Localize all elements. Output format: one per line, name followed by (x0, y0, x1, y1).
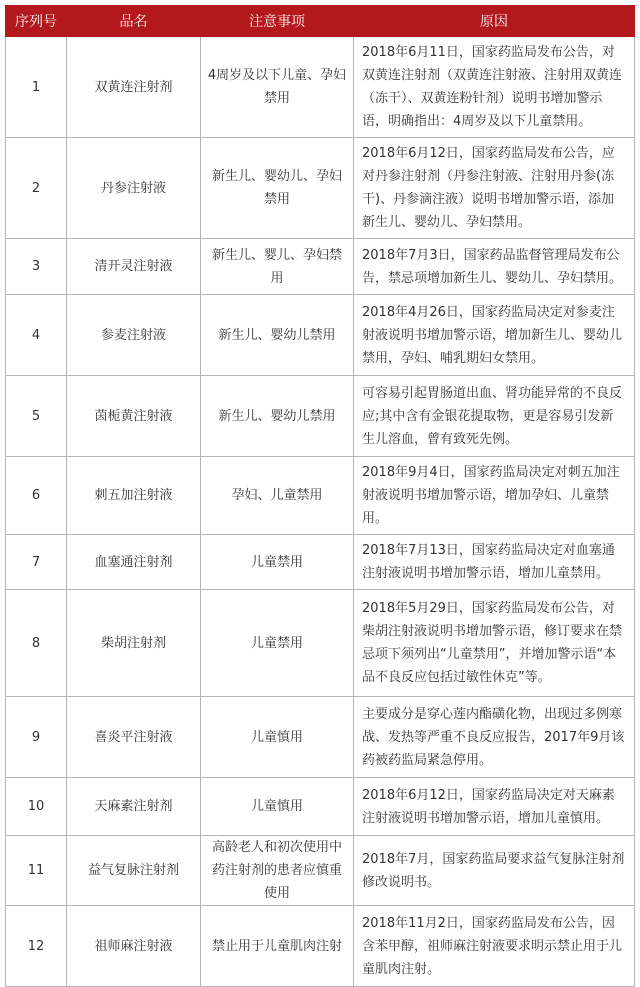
row-index: 12 (6, 906, 67, 987)
header-reason: 原因 (354, 6, 635, 37)
row-index: 9 (6, 697, 67, 778)
row-drug-name: 丹参注射液 (67, 138, 201, 239)
row-notes: 新生儿、婴儿、孕妇禁用 (201, 239, 354, 295)
row-reason: 2018年6月12日，国家药监局发布公告，应对丹参注射剂（丹参注射液、注射用丹参(冻干)、丹参滴注液）说明书增加警示语，添加新生儿、婴幼儿、孕妇禁用。 (354, 138, 635, 239)
row-reason: 2018年9月4日，国家药监局决定对刺五加注射液说明书增加警示语，增加孕妇、儿童禁用。 (354, 457, 635, 535)
row-reason: 2018年6月12日，国家药监局决定对天麻素注射液说明书增加警示语，增加儿童慎用。 (354, 778, 635, 836)
row-notes: 儿童慎用 (201, 778, 354, 836)
row-notes: 4周岁及以下儿童、孕妇禁用 (201, 37, 354, 138)
table-row (6, 697, 635, 778)
row-notes: 新生儿、婴幼儿禁用 (201, 376, 354, 457)
drug-warning-table (5, 5, 635, 987)
row-drug-name: 血塞通注射剂 (67, 535, 201, 590)
row-index: 11 (6, 836, 67, 906)
row-notes: 儿童慎用 (201, 697, 354, 778)
table-row (6, 138, 635, 239)
row-drug-name: 益气复脉注射剂 (67, 836, 201, 906)
row-index: 7 (6, 535, 67, 590)
table-row (6, 457, 635, 535)
row-drug-name: 参麦注射液 (67, 295, 201, 376)
row-reason: 2018年6月11日，国家药监局发布公告，对双黄连注射剂（双黄连注射液、注射用双黄连（冻干）、双黄连粉针剂）说明书增加警示语，明确指出：4周岁及以下儿童禁用。 (354, 37, 635, 138)
table-row (6, 535, 635, 590)
row-index: 5 (6, 376, 67, 457)
header-index: 序列号 (6, 6, 67, 37)
row-reason: 2018年4月26日，国家药监局决定对参麦注射液说明书增加警示语，增加新生儿、婴幼儿禁用，孕妇、哺乳期妇女禁用。 (354, 295, 635, 376)
header-name: 品名 (67, 6, 201, 37)
row-notes: 儿童禁用 (201, 535, 354, 590)
row-index: 8 (6, 590, 67, 697)
row-drug-name: 清开灵注射液 (67, 239, 201, 295)
row-drug-name: 柴胡注射剂 (67, 590, 201, 697)
row-drug-name: 茵栀黄注射液 (67, 376, 201, 457)
drug-warning-table-container (5, 5, 634, 987)
row-notes: 高龄老人和初次使用中药注射剂的患者应慎重使用 (201, 836, 354, 906)
header-notes: 注意事项 (201, 6, 354, 37)
row-notes: 新生儿、婴幼儿禁用 (201, 295, 354, 376)
row-drug-name: 喜炎平注射液 (67, 697, 201, 778)
table-row (6, 376, 635, 457)
table-row (6, 906, 635, 987)
row-reason: 2018年7月13日，国家药监局决定对血塞通注射液说明书增加警示语，增加儿童禁用。 (354, 535, 635, 590)
row-reason: 2018年5月29日，国家药监局发布公告，对柴胡注射液说明书增加警示语，修订要求在禁忌项下须列出“儿童禁用”，并增加警示语“本品不良反应包括过敏性休克”等。 (354, 590, 635, 697)
table-row (6, 778, 635, 836)
table-row (6, 836, 635, 906)
row-index: 4 (6, 295, 67, 376)
row-index: 2 (6, 138, 67, 239)
table-row (6, 295, 635, 376)
row-index: 3 (6, 239, 67, 295)
row-notes: 儿童禁用 (201, 590, 354, 697)
row-index: 10 (6, 778, 67, 836)
row-reason: 可容易引起胃肠道出血、肾功能异常的不良反应;其中含有金银花提取物，更是容易引发新生儿溶血，曾有致死先例。 (354, 376, 635, 457)
row-drug-name: 双黄连注射剂 (67, 37, 201, 138)
table-row (6, 37, 635, 138)
row-drug-name: 祖师麻注射液 (67, 906, 201, 987)
row-reason: 主要成分是穿心莲内酯磺化物，出现过多例寒战、发热等严重不良反应报告，2017年9月该药被药监局紧急停用。 (354, 697, 635, 778)
row-notes: 孕妇、儿童禁用 (201, 457, 354, 535)
row-index: 1 (6, 37, 67, 138)
row-reason: 2018年7月3日，国家药品监督管理局发布公告，禁忌项增加新生儿、婴幼儿、孕妇禁用。 (354, 239, 635, 295)
row-notes: 禁止用于儿童肌肉注射 (201, 906, 354, 987)
table-row (6, 590, 635, 697)
row-reason: 2018年11月2日，国家药监局发布公告，因含苯甲醇，祖师麻注射液要求明示禁止用于儿童肌肉注射。 (354, 906, 635, 987)
table-row (6, 239, 635, 295)
table-header-row (6, 6, 635, 37)
row-reason: 2018年7月，国家药监局要求益气复脉注射剂修改说明书。 (354, 836, 635, 906)
row-notes: 新生儿、婴幼儿、孕妇禁用 (201, 138, 354, 239)
row-drug-name: 刺五加注射液 (67, 457, 201, 535)
row-drug-name: 天麻素注射剂 (67, 778, 201, 836)
row-index: 6 (6, 457, 67, 535)
